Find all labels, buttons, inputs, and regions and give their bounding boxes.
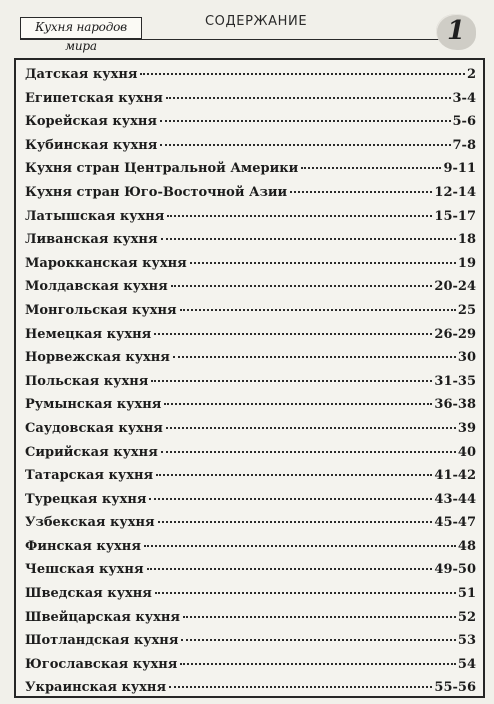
toc-entry-title: Шведская кухня	[25, 586, 152, 602]
dot-leader	[160, 144, 450, 146]
toc-entry-title: Корейская кухня	[25, 114, 157, 130]
dot-leader	[166, 97, 451, 99]
toc-entry[interactable]	[25, 138, 476, 162]
page-header	[0, 0, 494, 53]
header-rule	[20, 39, 450, 40]
dot-leader	[181, 639, 455, 641]
toc-list	[25, 67, 476, 704]
toc-entry-title: Чешская кухня	[25, 562, 144, 578]
toc-entry-title: Шотландская кухня	[25, 633, 179, 649]
toc-entry-title: Датская кухня	[25, 67, 138, 82]
toc-entry-page: 31-35	[434, 373, 476, 389]
toc-entry-page: 45-47	[434, 515, 476, 531]
dot-leader	[180, 309, 456, 311]
toc-entry-title: Норвежская кухня	[25, 350, 170, 366]
toc-entry[interactable]	[25, 562, 476, 586]
toc-entry[interactable]	[25, 232, 476, 256]
dot-leader	[155, 592, 456, 594]
toc-entry[interactable]	[25, 657, 476, 681]
toc-entry-title: Узбекская кухня	[25, 515, 155, 531]
dot-leader	[161, 238, 456, 240]
series-title: Кухня народов мира	[20, 17, 142, 39]
toc-entry-title: Турецкая кухня	[25, 491, 147, 507]
toc-entry-title: Сирийская кухня	[25, 444, 158, 460]
toc-entry-title: Ливанская кухня	[25, 232, 158, 248]
table-of-contents	[14, 58, 485, 698]
toc-entry[interactable]	[25, 161, 476, 185]
toc-entry-page: 55-56	[434, 680, 476, 696]
toc-entry[interactable]	[25, 185, 476, 209]
toc-entry[interactable]	[25, 539, 476, 563]
dot-leader	[160, 120, 451, 122]
toc-entry-title: Югославская кухня	[25, 656, 178, 672]
toc-entry-page: 19	[457, 255, 476, 271]
toc-entry-page: 53	[457, 633, 476, 649]
toc-entry-page: 3-4	[452, 90, 476, 106]
toc-entry[interactable]	[25, 91, 476, 115]
toc-entry[interactable]	[25, 279, 476, 303]
toc-entry-page: 30	[457, 350, 476, 366]
toc-entry-title: Молдавская кухня	[25, 279, 168, 295]
toc-entry-title: Немецкая кухня	[25, 326, 152, 342]
dot-leader	[161, 451, 456, 453]
toc-entry-page: 7-8	[452, 137, 476, 153]
dot-leader	[166, 427, 456, 429]
toc-entry-page: 39	[457, 420, 476, 436]
toc-entry-title: Кубинская кухня	[25, 137, 158, 153]
dot-leader	[158, 521, 433, 523]
toc-entry-page: 41-42	[434, 468, 476, 484]
toc-entry-page: 12-14	[434, 184, 476, 200]
toc-entry-page: 2	[466, 67, 476, 82]
toc-entry[interactable]	[25, 680, 476, 704]
dot-leader	[149, 498, 432, 500]
toc-entry[interactable]	[25, 586, 476, 610]
dot-leader	[154, 333, 432, 335]
toc-entry-page: 49-50	[434, 562, 476, 578]
toc-entry-page: 15-17	[434, 208, 476, 224]
toc-entry-title: Татарская кухня	[25, 468, 154, 484]
toc-entry-page: 43-44	[434, 491, 476, 507]
toc-entry-title: Швейцарская кухня	[25, 609, 180, 625]
dot-leader	[140, 73, 464, 75]
toc-entry-title: Саудовская кухня	[25, 420, 163, 436]
toc-entry[interactable]	[25, 256, 476, 280]
toc-entry-title: Кухня стран Юго-Восточной Азии	[25, 184, 288, 200]
toc-entry[interactable]	[25, 468, 476, 492]
dot-leader	[164, 403, 432, 405]
toc-entry-page: 51	[457, 586, 476, 602]
dot-leader	[180, 663, 456, 665]
dot-leader	[169, 686, 432, 688]
toc-entry-title: Румынская кухня	[25, 397, 162, 413]
dot-leader	[156, 474, 432, 476]
dot-leader	[144, 545, 456, 547]
dot-leader	[301, 167, 441, 169]
toc-entry[interactable]	[25, 610, 476, 634]
toc-entry-page: 40	[457, 444, 476, 460]
toc-entry[interactable]	[25, 421, 476, 445]
toc-entry[interactable]	[25, 445, 476, 469]
toc-entry[interactable]	[25, 209, 476, 233]
toc-entry-page: 48	[457, 538, 476, 554]
toc-entry[interactable]	[25, 397, 476, 421]
toc-entry-title: Монгольская кухня	[25, 302, 177, 318]
toc-entry-page: 25	[457, 302, 476, 318]
toc-entry[interactable]	[25, 303, 476, 327]
toc-entry[interactable]	[25, 633, 476, 657]
toc-entry-title: Финская кухня	[25, 538, 141, 554]
toc-entry-page: 5-6	[452, 114, 476, 130]
dot-leader	[171, 285, 433, 287]
page-number-badge	[436, 14, 476, 50]
dot-leader	[167, 215, 432, 217]
dot-leader	[290, 191, 432, 193]
toc-entry[interactable]	[25, 374, 476, 398]
dot-leader	[151, 380, 432, 382]
toc-entry-title: Марокканская кухня	[25, 255, 187, 271]
toc-entry-title: Кухня стран Центральной Америки	[25, 161, 299, 177]
dot-leader	[147, 568, 433, 570]
toc-entry-page: 20-24	[434, 279, 476, 295]
toc-entry[interactable]	[25, 515, 476, 539]
toc-entry-page: 9-11	[443, 161, 476, 177]
dot-leader	[183, 616, 456, 618]
toc-entry-page: 18	[457, 232, 476, 248]
toc-entry[interactable]	[25, 350, 476, 374]
toc-entry-title: Латышская кухня	[25, 208, 165, 224]
toc-entry-page: 54	[457, 656, 476, 672]
toc-entry-title: Украинская кухня	[25, 680, 167, 696]
dot-leader	[173, 356, 456, 358]
toc-entry-page: 36-38	[434, 397, 476, 413]
toc-entry-page: 26-29	[434, 326, 476, 342]
toc-entry-title: Египетская кухня	[25, 90, 163, 106]
toc-entry[interactable]	[25, 67, 476, 91]
section-title: СОДЕРЖАНИЕ	[205, 14, 308, 29]
dot-leader	[190, 262, 456, 264]
page-number: 1	[446, 16, 466, 46]
toc-entry[interactable]	[25, 114, 476, 138]
toc-entry[interactable]	[25, 492, 476, 516]
toc-entry-title: Польская кухня	[25, 373, 149, 389]
toc-entry-page: 52	[457, 609, 476, 625]
toc-entry[interactable]	[25, 327, 476, 351]
